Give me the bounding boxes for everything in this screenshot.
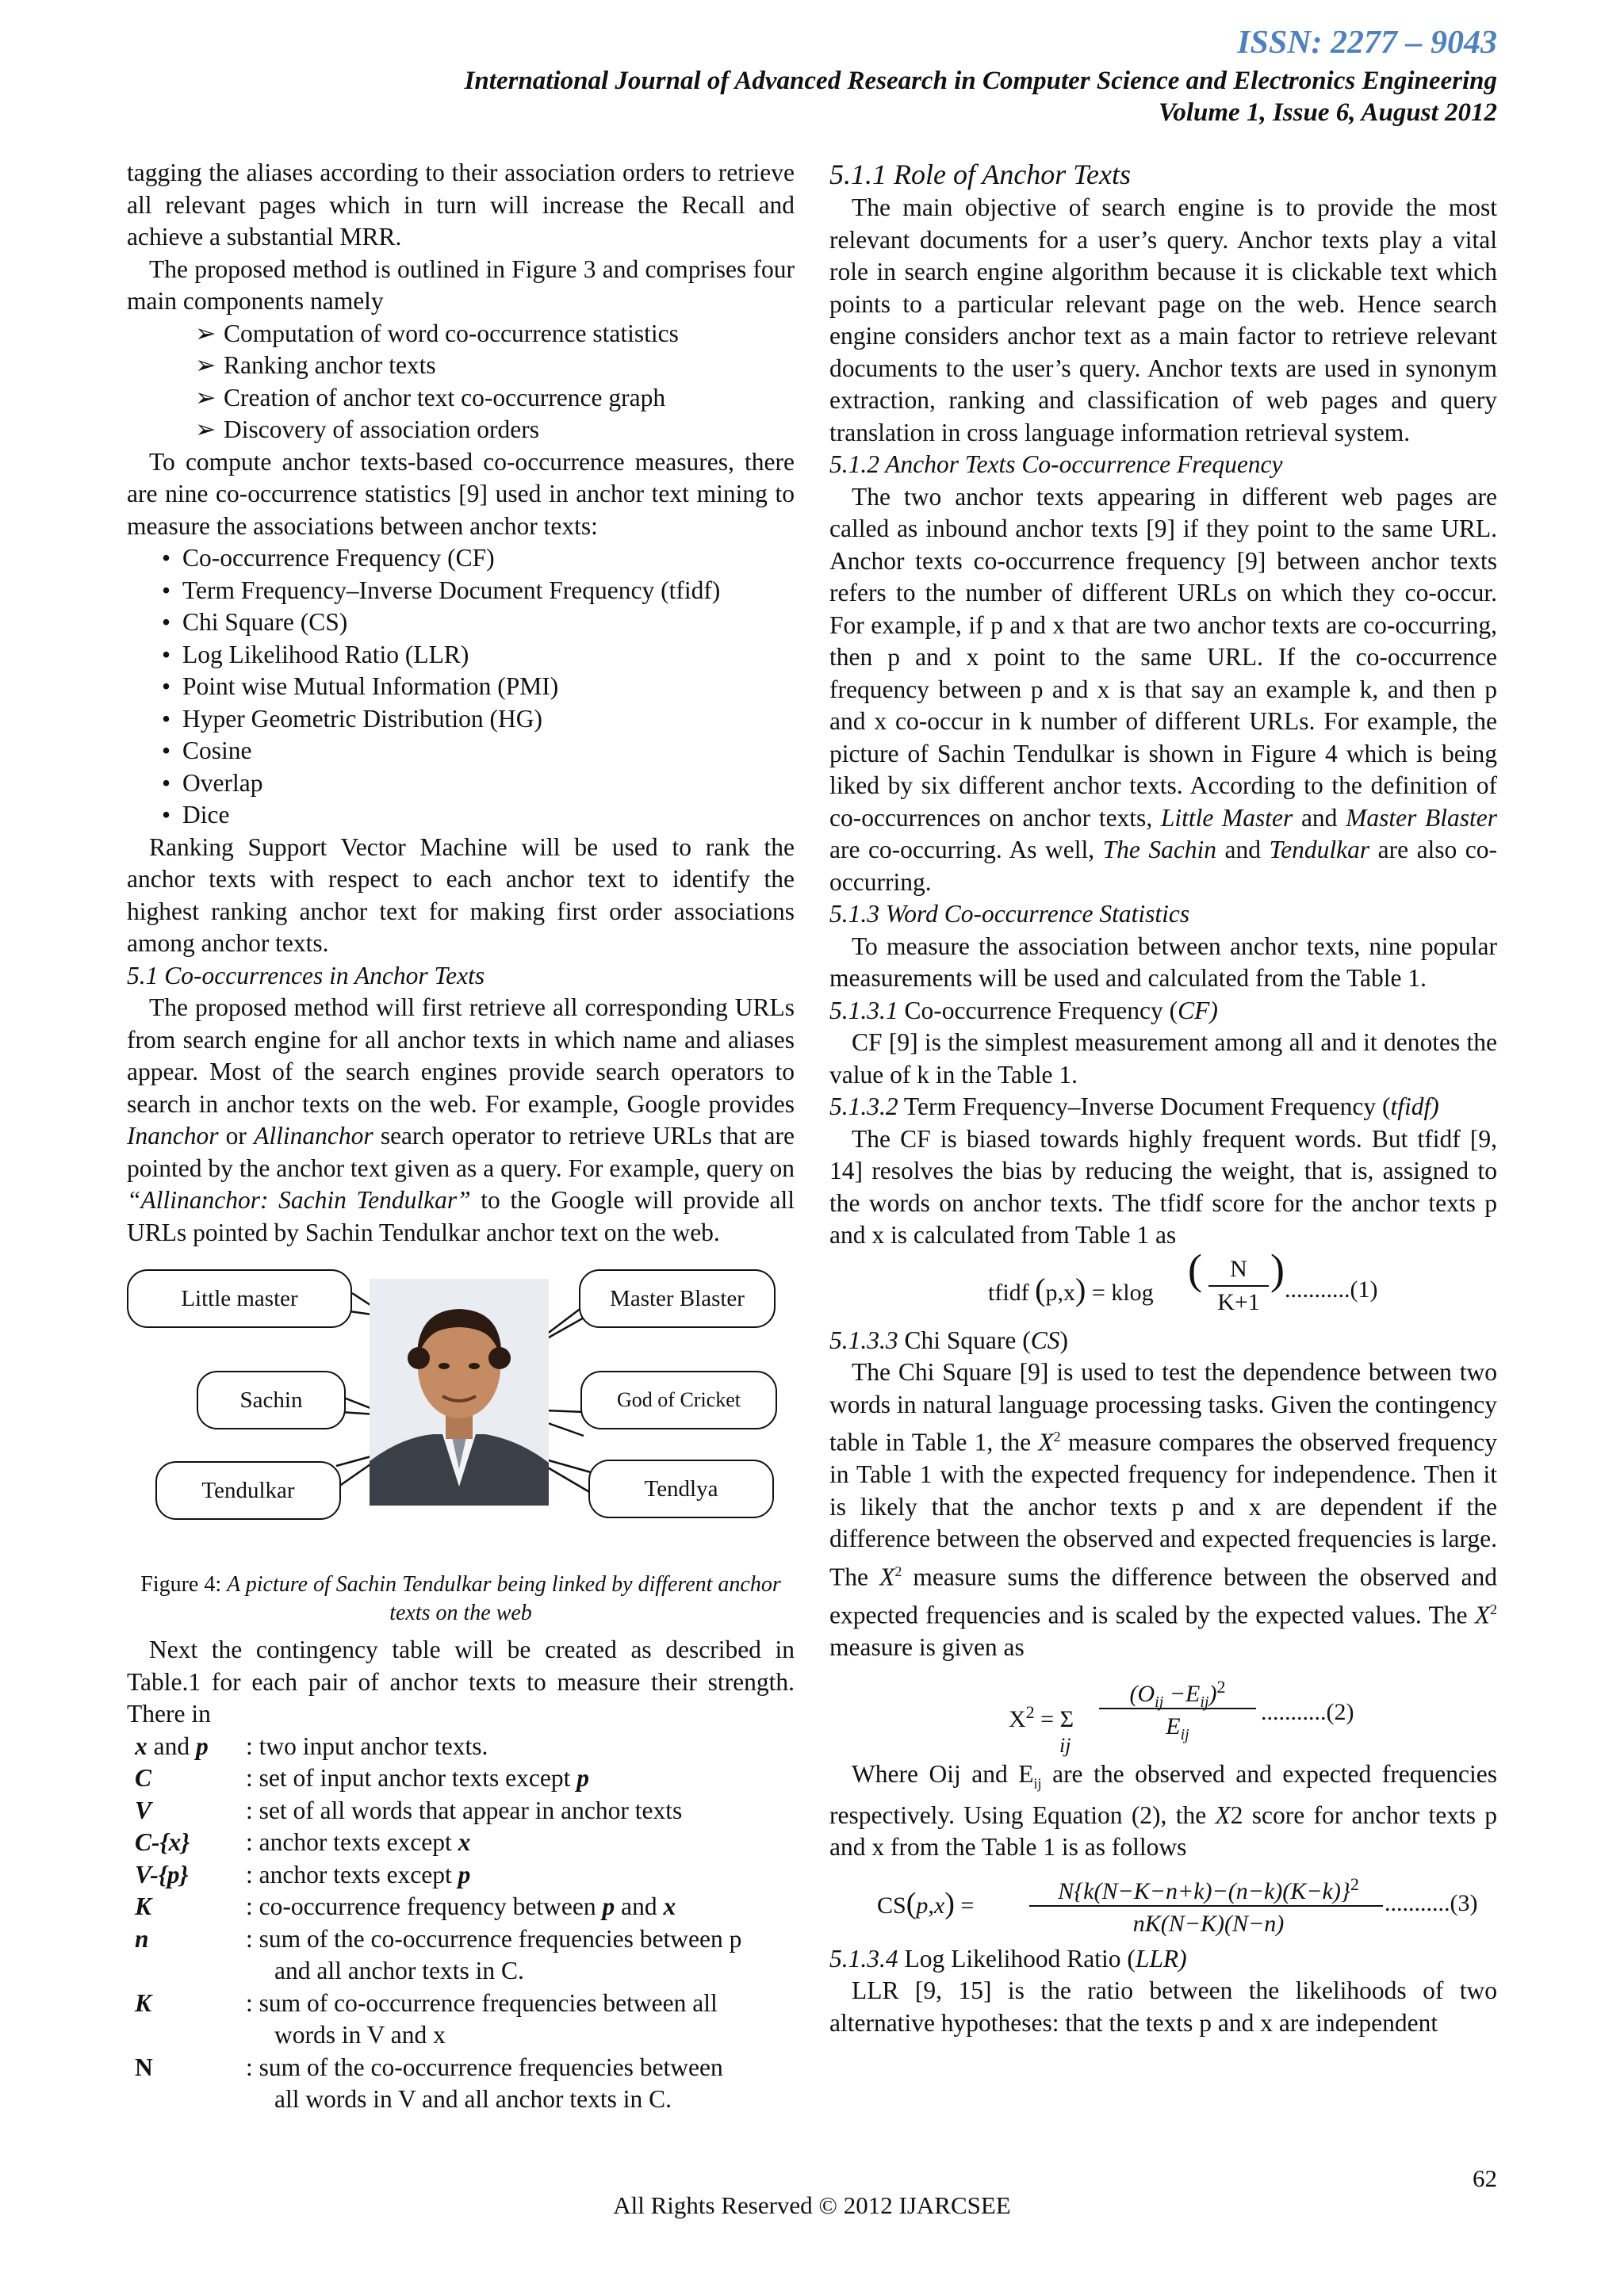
figure-4 (127, 1269, 795, 1571)
section-heading: 5.1 Co-occurrences in Anchor Texts (127, 961, 485, 989)
fraction-bar (1029, 1905, 1383, 1907)
paragraph: Next the contingency table will be created as described in Table.1 for each pair of anchor texts to measure their strength. There in (127, 1636, 795, 1728)
definition-row: V : set of all words that appear in anchor texts (135, 1796, 683, 1824)
paragraph: Where Oij and $E_{ij}$ are the observed and expected frequencies respectively. Using Equation (2), the X2 score for anchor texts p and x from the Table 1 is as follows (829, 1760, 1497, 1862)
definition-row: C : set of input anchor texts except p (135, 1764, 590, 1792)
paragraph: The proposed method will first retrieve all corresponding URLs from search engine for all anchor texts in which name and aliases appear. Most of the search engines provide search operators to search in anchor texts on the web. For example, Google provides Inanchor or Allinanchor search operator to retrieve URLs that are pointed by the anchor text given as a query. For example, query on “Allinanchor: Sachin Tendulkar” to the Google will provide all URLs pointed by Sachin Tendulkar anchor text on the web. (127, 993, 795, 1246)
definition-row: C-{x} : anchor texts except x (135, 1828, 471, 1856)
section-heading: 5.1.3.2 Term Frequency–Inverse Document Frequency (tfidf) (829, 1093, 1439, 1120)
definition-list (127, 1731, 795, 2116)
anchor-label: God of Cricket (580, 1371, 777, 1429)
issn: ISSN: 2277 – 9043 (1237, 25, 1497, 61)
arrow-bullet-icon: ➢ (195, 415, 216, 443)
definition-row: K : co-occurrence frequency between p and x (135, 1892, 676, 1920)
definition-continuation: and all anchor texts in C. (274, 1957, 524, 1984)
left-column (127, 157, 795, 2116)
list-item: • Overlap (127, 767, 795, 800)
bullet-icon: • (162, 704, 171, 733)
bullet-icon: • (162, 672, 171, 700)
anchor-label: Master Blaster (579, 1269, 776, 1328)
arrow-bullet-icon: ➢ (195, 351, 216, 379)
list-item: ➢ Computation of word co-occurrence statistics (127, 318, 795, 350)
paragraph: To measure the association between anchor texts, nine popular measurements will be used and calculated from the Table 1. (829, 932, 1497, 992)
anchor-label: Tendlya (588, 1460, 774, 1518)
footer: All Rights Reserved © 2012 IJARCSEE (613, 2191, 1011, 2219)
anchor-label: Tendulkar (155, 1461, 341, 1520)
definition-continuation: all words in V and all anchor texts in C. (274, 2085, 672, 2113)
anchor-label: Sachin (197, 1371, 346, 1429)
section-heading: 5.1.3 Word Co-occurrence Statistics (829, 900, 1190, 928)
equation-3: CS(p,x) = $N\{k(N-K-n+k)-(n-k)(K-k)\}^2$ nK(N−K)(N−n) ...........(3) (877, 1873, 1478, 1937)
paragraph: The proposed method is outlined in Figure 3 and comprises four main components namely (127, 254, 795, 315)
bullet-icon: • (162, 768, 171, 797)
list-item: ➢ Ranking anchor texts (127, 350, 795, 382)
bullet-icon: • (162, 640, 171, 668)
definition-row: V-{p} : anchor texts except p (135, 1860, 471, 1888)
paragraph: CF [9] is the simplest measurement among all and it denotes the value of k in the Table 1. (829, 1028, 1497, 1089)
paragraph: Ranking Support Vector Machine will be used to rank the anchor texts with respect to each anchor text to identify the highest ranking anchor text for making first order associations among anchor texts. (127, 832, 795, 957)
volume-info: Volume 1, Issue 6, August 2012 (1159, 98, 1497, 127)
portrait-photo (370, 1279, 549, 1506)
definition-row: x and p : two input anchor texts. (135, 1732, 488, 1760)
section-heading: 5.1.3.1 Co-occurrence Frequency (CF) (829, 996, 1218, 1024)
page-number: 62 (1473, 2164, 1497, 2192)
list-item: ➢ Creation of anchor text co-occurrence graph (127, 382, 795, 415)
definition-row: n : sum of the co-occurrence frequencies between p (135, 1924, 742, 1953)
section-heading: 5.1.1 Role of Anchor Texts (829, 159, 1131, 190)
paragraph: The main objective of search engine is to provide the most relevant documents for a user’s query. Anchor texts play a vital role in search engine algorithm because it is clickable text which points to a particular relevant page on the web. Hence search engine considers anchor text as a main factor to retrieve relevant documents to the user’s query. Anchor texts are used in synonym extraction, ranking and classification of web pages and query translation in cross language information retrieval system. (829, 193, 1497, 446)
section-heading: 5.1.2 Anchor Texts Co-occurrence Frequency (829, 450, 1283, 478)
bullet-icon: • (162, 608, 171, 636)
list-item: • Cosine (127, 735, 795, 767)
definition-row: K : sum of co-occurrence frequencies between all (135, 1988, 718, 2017)
bullet-icon: • (162, 737, 171, 764)
paragraph: The CF is biased towards highly frequent words. But tfidf [9, 14] resolves the bias by reducing the weight, that is, assigned to the words on anchor texts. The tfidf score for the anchor texts p and x is calculated from Table 1 as (829, 1124, 1497, 1249)
list-item: ➢ Discovery of association orders (127, 414, 795, 446)
paragraph: The two anchor texts appearing in different web pages are called as inbound anchor texts [9] if they point to the same URL. Anchor texts co-occurrence frequency [9] between anchor texts refers to the number of different URLs on which they co-occur. For example, if p and x that are two anchor texts are co-occurring, then p and x point to the same URL. If the co-occurrence frequency between p and x is that say an example k, and then p and x co-occur in k number of different URLs. For example, the picture of Sachin Tendulkar is shown in Figure 4 which is being liked by six different anchor texts. According to the definition of co-occurrences on anchor texts, Little Master and Master Blaster are co-occurring. As well, The Sachin and Tendulkar are also co-occurring. (829, 482, 1498, 896)
arrow-bullet-icon: ➢ (195, 383, 216, 411)
bullet-icon: • (162, 576, 171, 604)
journal-title: International Journal of Advanced Research in Computer Science and Electronics Engineering (464, 67, 1497, 95)
paragraph: To compute anchor texts-based co-occurrence measures, there are nine co-occurrence statistics [9] used in anchor text mining to measure the associations between anchor texts: (127, 447, 795, 540)
bullet-icon: • (162, 544, 171, 572)
section-heading: 5.1.3.3 Chi Square (CS) (829, 1326, 1068, 1354)
list-item: • Co-occurrence Frequency (CF) (127, 542, 795, 575)
fraction-bar (1099, 1708, 1256, 1709)
arrow-bullet-icon: ➢ (195, 319, 216, 347)
figure-caption: Figure 4: A picture of Sachin Tendulkar being linked by different anchor texts on the web (140, 1572, 781, 1625)
list-item: • Term Frequency–Inverse Document Frequency (tfidf) (127, 575, 795, 607)
list-item: • Log Likelihood Ratio (LLR) (127, 639, 795, 672)
paragraph: tagging the aliases according to their association orders to retrieve all relevant pages which in turn will increase the Recall and achieve a substantial MRR. (127, 159, 795, 251)
anchor-label: Little master (127, 1269, 352, 1328)
list-item: • Hyper Geometric Distribution (HG) (127, 703, 795, 736)
list-item: • Dice (127, 799, 795, 832)
definition-continuation: words in V and x (274, 2021, 446, 2049)
definition-row: N : sum of the co-occurrence frequencies between (135, 2053, 723, 2081)
paragraph: LLR [9, 15] is the ratio between the likelihoods of two alternative hypotheses: that the texts p and x are independent (829, 1976, 1497, 2037)
equation-1: tfidf (p,x) = klog ( N K+1 ) ...........(1) (988, 1245, 1378, 1315)
section-heading: 5.1.3.4 Log Likelihood Ratio (LLR) (829, 1944, 1187, 1973)
paragraph: The Chi Square [9] is used to test the dependence between two words in natural language processing tasks. Given the contingency table in Table 1, the $X^2$ measure compares the observed frequency in Table 1 with the expected frequency for independence. Then it is likely that the anchor texts p and x are dependent if the difference between the observed and expected frequencies is large. The $X^2$ measure sums the difference between the observed and expected frequencies and is scaled by the expected values. The $X^2$ measure is given as (829, 1358, 1497, 1661)
equation-2: $X^2 = \Sigma$ ij $(O_{ij} -E_{ij})^2$ $E_{ij}$ ...........(2) (1009, 1677, 1354, 1757)
list-item: • Chi Square (CS) (127, 607, 795, 639)
list-item: • Point wise Mutual Information (PMI) (127, 671, 795, 703)
right-column (829, 157, 1497, 2039)
bullet-icon: • (162, 801, 171, 828)
